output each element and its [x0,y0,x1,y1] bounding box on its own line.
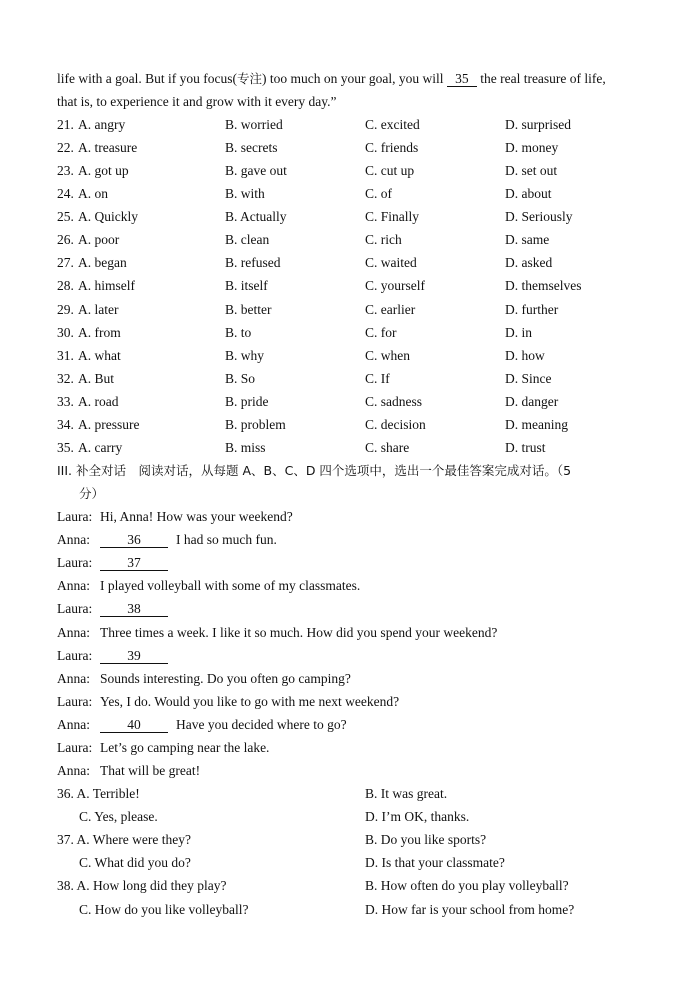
question-number: 23. [57,163,74,179]
dialogue-option-d: D. Is that your classmate? [365,855,505,871]
blank-35: 35 [447,72,477,87]
dialogue-text: Let’s go camping near the lake. [100,740,270,755]
option-c: C. decision [365,416,426,432]
option-c: C. cut up [365,163,415,179]
option-d: D. surprised [505,117,571,132]
option-a: A. began [78,255,127,271]
option-b: B. clean [225,232,270,248]
option-b: B. Actually [225,209,287,225]
dialogue-text: Hi, Anna! How was your weekend? [100,509,293,524]
speaker: Anna: [57,578,90,594]
option-b: B. pride [225,393,269,409]
option-c: C. Finally [365,209,420,225]
dialogue-line [57,624,497,642]
question-number: 22. [57,140,74,156]
dialogue-option-b: B. It was great. [365,786,448,801]
answer-blank: 36 [100,533,168,548]
dialogue-line [57,508,293,526]
question-number: 26. [57,232,74,248]
passage-line-1 [57,70,606,88]
option-b: B. problem [225,416,286,432]
speaker: Anna: [57,624,90,640]
speaker: Anna: [57,763,90,779]
option-b: B. So [225,370,256,386]
option-a: A. himself [78,278,135,294]
dialogue-option-c: C. What did you do? [79,855,191,871]
dialogue-line [57,647,176,665]
answer-blank: 37 [100,556,168,571]
speaker: Laura: [57,740,93,755]
question-number: 25. [57,209,74,225]
option-c: C. friends [365,140,419,156]
option-c: C. sadness [365,393,422,409]
option-b: B. why [225,347,265,363]
option-b: B. refused [225,255,281,271]
option-a: A. later [78,301,119,317]
dialogue-option-b: B. How often do you play volleyball? [365,878,569,894]
dialogue-option-a: 38. A. How long did they play? [57,878,227,894]
section-3-title-cont: 分） [79,486,105,501]
option-b: B. miss [225,439,266,455]
option-c: C. excited [365,117,420,132]
option-d: D. same [505,232,550,248]
speaker: Anna: [57,670,90,686]
option-a: A. But [78,370,115,386]
option-d: D. meaning [505,416,568,432]
option-c: C. earlier [365,301,416,317]
dialogue-option-c: C. Yes, please. [79,809,158,825]
option-d: D. asked [505,255,553,271]
option-d: D. themselves [505,278,582,294]
option-d: D. Since [505,370,552,386]
option-b: B. itself [225,278,268,294]
option-b: B. to [225,324,252,340]
speaker: Laura: [57,509,93,524]
option-a: A. poor [78,232,120,248]
dialogue-text: Yes, I do. Would you like to go with me next weekend? [100,693,400,709]
dialogue-line [57,577,360,595]
option-a: A. what [78,347,121,363]
option-d: D. about [505,186,552,202]
option-b: B. better [225,301,272,317]
dialogue-line [57,600,176,618]
dialogue-option-a: 37. A. Where were they? [57,832,191,848]
dialogue-option-d: D. I’m OK, thanks. [365,809,470,825]
dialogue-line [57,693,399,711]
speaker: Laura: [57,693,93,709]
option-a: A. angry [78,117,126,132]
passage-text: life with a goal. But if you focus( [57,71,237,86]
dialogue-text: Have you decided where to go? [176,716,347,732]
option-d: D. danger [505,393,559,409]
dialogue-option-a: 36. A. Terrible! [57,786,140,801]
option-c: C. of [365,186,392,202]
dialogue-line [57,554,176,572]
dialogue-line [57,531,277,549]
option-a: A. Quickly [78,209,138,225]
option-b: B. with [225,186,265,202]
option-a: A. carry [78,439,123,455]
option-c: C. for [365,324,397,340]
option-d: D. in [505,324,532,340]
question-number: 24. [57,186,74,202]
passage-line-2: that is, to experience it and grow with it every day.” [57,94,337,109]
section-3-title: III. 补全对话 阅读对话，从每题 A、B、C、D 四个选项中，选出一个最佳答案完成对话。（5 [57,463,572,478]
question-number: 30. [57,324,74,340]
option-c: C. rich [365,232,402,248]
option-a: A. road [78,393,119,409]
question-number: 27. [57,255,74,271]
dialogue-line [57,670,351,688]
speaker: Laura: [57,647,93,663]
dialogue-text: That will be great! [100,763,201,779]
answer-blank: 40 [100,718,168,733]
dialogue-text: Sounds interesting. Do you often go camping? [100,670,351,686]
answer-blank: 38 [100,602,168,617]
option-c: C. If [365,370,390,386]
option-c: C. share [365,439,410,455]
dialogue-line [57,716,347,734]
option-d: D. how [505,347,545,363]
option-c: C. when [365,347,410,363]
passage-text: ) too much on your goal, you will [261,71,447,86]
option-d: D. Seriously [505,209,573,225]
option-a: A. on [78,186,108,202]
passage-text: the real treasure of life, [476,71,606,86]
question-number: 29. [57,301,74,317]
option-a: A. treasure [78,140,138,156]
dialogue-text: I played volleyball with some of my classmates. [100,578,361,594]
option-b: B. worried [225,117,283,132]
speaker: Anna: [57,532,90,548]
speaker: Anna: [57,716,90,732]
dialogue-line [57,739,269,757]
option-d: D. set out [505,163,558,179]
dialogue-text: I had so much fun. [176,532,277,548]
question-number: 31. [57,347,74,363]
option-a: A. pressure [78,416,140,432]
dialogue-option-d: D. How far is your school from home? [365,901,575,917]
question-number: 21. [57,117,74,132]
question-number: 35. [57,439,74,455]
question-number: 33. [57,393,74,409]
option-d: D. further [505,301,559,317]
option-d: D. trust [505,439,546,455]
speaker: Laura: [57,555,93,571]
question-number: 34. [57,416,74,432]
speaker: Laura: [57,601,93,617]
option-a: A. got up [78,163,129,179]
dialogue-text: Three times a week. I like it so much. How did you spend your weekend? [100,624,498,640]
option-d: D. money [505,140,559,156]
dialogue-option-b: B. Do you like sports? [365,832,487,848]
option-c: C. waited [365,255,417,271]
option-b: B. gave out [225,163,287,179]
dialogue-line [57,762,200,780]
option-a: A. from [78,324,121,340]
option-c: C. yourself [365,278,425,294]
option-b: B. secrets [225,140,278,156]
answer-blank: 39 [100,649,168,664]
question-number: 32. [57,370,74,386]
question-number: 28. [57,278,74,294]
dialogue-option-c: C. How do you like volleyball? [79,901,249,917]
passage-chinese-note: 专注 [236,71,262,86]
